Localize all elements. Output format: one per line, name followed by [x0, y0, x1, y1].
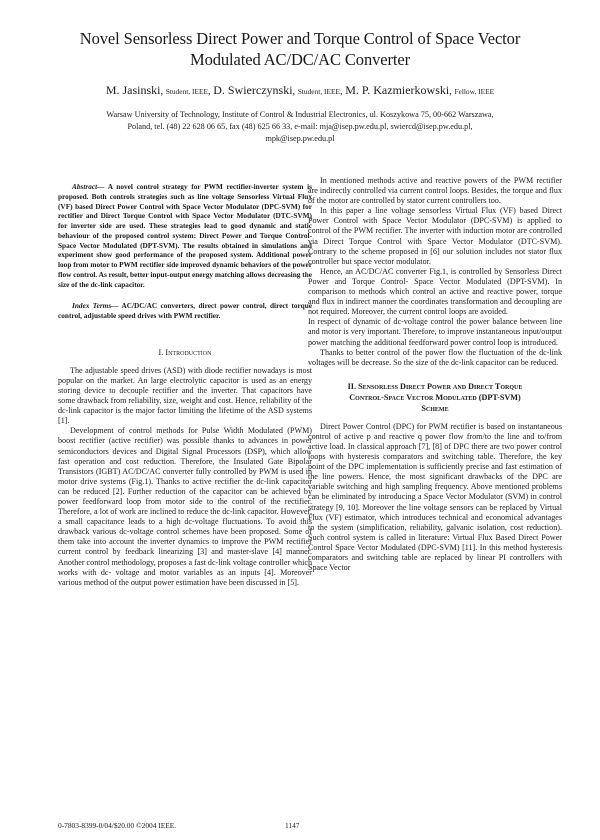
section-heading-2-line-3: Scheme	[421, 403, 449, 413]
right-paragraph-5: Thanks to better control of the power flow the fluctuation of the dc-link voltages will be decrease. So the size of the dc-link capacitor can be reduced.	[308, 347, 562, 367]
author-affiliation: Fellow, IEEE	[454, 87, 495, 96]
index-terms-text: AC/DC/AC converters, direct power control, direct torque control, adjustable speed drives with PWM rectifier.	[58, 301, 313, 320]
author-line: M. Jasinski, Student, IEEE, D. Swierczynski, Student, IEEE, M. P. Kazmierkowski, Fellow, IEEE	[105, 83, 495, 97]
section-heading-introduction: I. Introduction	[158, 347, 212, 357]
copyright-footer: 0-7803-8399-0/04/$20.00 ©2004 IEEE.	[58, 821, 177, 830]
author-affiliation: Student, IEEE	[165, 87, 208, 96]
abstract	[58, 182, 312, 289]
intro-paragraph-2: Development of control methods for Pulse Width Modulated (PWM) boost rectifier (active rectifier) was possible thanks to advances in power semiconductors devices and Digital Signal Processors (DSP), which allow fast operation and cost reduction. Therefore, the Insulated Gate Bipolar Transistors (IGBT) AC/DC/AC converter fully controlled by PWM is used in motor drive systems (Fig.1). Thanks to active rectifier the dc-link capacitor can be reduced [2]. Further reduction of the capacitor can be achieved by power feedforward loop from motor side to the control of the rectifier. Therefore, a lot of work are inclined to reduce the dc-link capacitor. However, a small capacitance leads to a high dc-voltage fluctuations. To avoid this drawback various dc-voltage control schemes have been proposed. Some of them take into account the inverter dynamics to improve the PWM rectifier current control by feedback linearizing [3] and master-slave [4] manner. Another control methodology, proposes a fast dc-link voltage controller which works with dc- voltage and motor variables as an inputs [4]. Moreover various method of the output power estimation have been discussed in [5].	[58, 426, 312, 587]
affiliation-line-2: Poland, tel. (48) 22 628 06 65, fax (48) 625 66 33, e-mail: mja@isep.pw.edu.pl, swiercd@isep.pw.edu.pl,	[127, 121, 473, 131]
affiliation-line-3: mpk@isep.pw.edu.pl	[265, 133, 335, 143]
section-heading-2-line-2: Control-Space Vector Modulated (DPT-SVM)	[349, 392, 521, 402]
author-name: D. Swierczynski	[213, 83, 293, 97]
index-terms-label: Index Terms—	[72, 301, 119, 311]
abstract-label: Abstract—	[72, 182, 105, 191]
affiliation-block	[40, 109, 560, 144]
title-line-1: Novel Sensorless Direct Power and Torque Control of Space Vector	[79, 29, 521, 48]
paper-title	[40, 28, 560, 70]
author-name: M. Jasinski	[105, 83, 161, 97]
right-paragraph-3: Hence, an AC/DC/AC converter Fig.1, is controlled by Sensorless Direct Power and Torque Control- Space Vector Modulated (DPT-SVM). In comparison to methods which control an active and reactive power, torque and flux in indirect manner the coordinates transformation and decoupling are not required. Moreover, the current control loops are avoided.	[308, 266, 562, 317]
abstract-text: A novel control strategy for PWM rectifier-inverter system is proposed. Both controls strategies such as line voltage Sensorless Virtual Flux (VF) based Direct Power Control with Space Vector Modulator (DPC-SVM) for rectifier and Direct Torque Control with Space Vector Modulator (DTC-SVM) for inverter side are used. These strategies lead to good dynamic and static behaviour of the proposed control system: Direct Power and Torque Control- Space Vector Modulated (DPT-SVM). The results obtained in simulations and experiment show good performance of the proposed system. Additional power loop from motor to PWM rectifier side improved dynamic behaviors of the power flow control. As result, better input-output energy matching allows decreasing the size of the dc-link capacitor.	[58, 182, 312, 289]
section2-paragraph-1: Direct Power Control (DPC) for PWM rectifier is based on instantaneous control of active p and reactive q power flow from/to the line and to/from active load. In classical approach [7], [8] of DPC there are two power control loops with hysteresis comparators and switching table. Therefore, the key point of the DPC implementation is sufficiently precise and fast estimation of the line powers. Hence, the most significant drawbacks of the DPC are variable switching and high sampling frequency. Above mentioned problems can be eliminated by introducing a Space Vector Modulator (SVM) in control strategy [9, 10]. Moreover the line voltage sensors can be replaced by Virtual Flux (VF) estimator, which introduces technical and economical advantages to the system (simplification, reliability, galvanic isolation, cost reduction). Such control system is called in literature: Virtual Flux Based Direct Power Control Space Vector Modulated (DPC-SVM) [11]. In this method hysteresis comparators and switching table are replaced by linear PI controllers with Space Vector	[308, 421, 562, 573]
left-column	[58, 182, 312, 588]
page-number: 1147	[285, 821, 300, 830]
section-heading-2-line-1: II. Sensorless Direct Power and Direct Torque	[347, 381, 523, 391]
title-line-2: Modulated AC/DC/AC Converter	[190, 50, 410, 69]
intro-paragraph-1: The adjustable speed drives (ASD) with diode rectifier nowadays is most popular on the market. An large electrolytic capacitor is used as an energy storing device to decouple rectifier and the inverter. That capacitors have some drawback from reliability, size, weight and cost. Hence, reliability of the dc-link capacitor is the major factor limiting the lifetime of the ASD systems [1].	[58, 365, 312, 426]
right-column	[308, 176, 562, 573]
section-heading-2	[308, 381, 562, 414]
index-terms	[58, 301, 312, 321]
right-paragraph-4: In respect of dynamic of dc-voltage control the power balance between line and motor is very important. Therefore, to improve instantaneous input/output power matching the additional feedforward power control loop is introduced.	[308, 317, 562, 347]
affiliation-line-1: Warsaw University of Technology, Institute of Control & Industrial Electronics, ul. Koszykowa 75, 00-662 Warszawa,	[106, 110, 494, 119]
right-paragraph-2: In this paper a line voltage sensorless Virtual Flux (VF) based Direct Power Control with Space Vector Modulator (DPC-SVM) is applied to control of the PWM rectifier. The inverter with induction motor are controlled via Direct Torque Control with Space Vector Modulator (DTC-SVM). Contrary to the scheme proposed in [6] our solution includes not stator flux controller but space vector modulator.	[308, 206, 562, 266]
right-paragraph-1: In mentioned methods active and reactive powers of the PWM rectifier are indirectly controlled via current control loops. Besides, the torque and flux of the motor are controlled by stator current controllers too.	[308, 176, 562, 206]
author-name: M. P. Kazmierkowski	[345, 83, 450, 97]
author-affiliation: Student, IEEE	[297, 87, 341, 96]
